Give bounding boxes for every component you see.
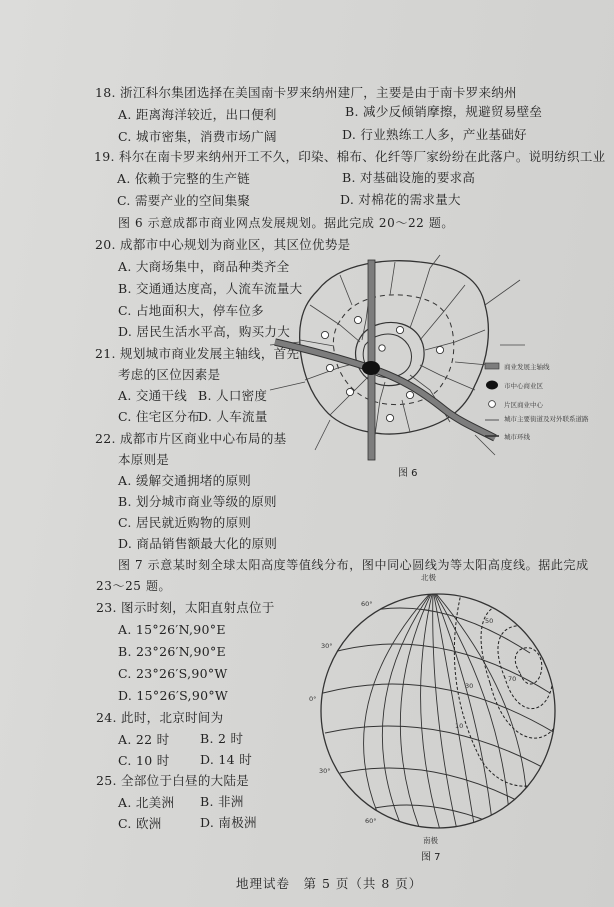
isoline-50-label: 50 [485,617,494,625]
q22-option-c: C. 居民就近购物的原则 [118,515,252,530]
q24-option-b: B. 2 时 [200,731,244,746]
q18-option-c: C. 城市密集，消费市场广阔 [118,129,277,144]
q20-stem: 20. 成都市中心规划为商业区，其区位优势是 [95,237,351,252]
q21-option-d: D. 人车流量 [198,409,268,424]
q19-option-a: A. 依赖于完整的生产链 [117,171,251,186]
city-center-commercial-area [362,361,380,375]
q19-option-c: C. 需要产业的空间集聚 [117,193,251,208]
q21-stem-line1: 21. 规划城市商业发展主轴线，首先 [95,346,300,361]
isoline-30-label: 30 [465,682,474,690]
lat-60s-label: 60° [365,817,377,825]
isoline-70-label: 70 [508,675,517,683]
legend-district-label: 片区商业中心 [504,401,543,409]
q25-option-b: B. 非洲 [200,794,244,809]
q25-option-d: D. 南极洲 [200,815,257,830]
q23-option-b: B. 23°26′N,90°E [118,644,226,659]
q24-option-d: D. 14 时 [200,752,253,767]
north-pole-label: 北极 [421,573,436,582]
figure7-intro-line1: 图 7 示意某时刻全球太阳高度等值线分布，图中同心圆线为等太阳高度线。据此完成 [118,558,589,572]
lat-30s-label: 30° [319,767,331,775]
q20-option-d: D. 居民生活水平高，购买力大 [118,324,291,339]
q19-option-d: D. 对棉花的需求量大 [340,192,461,207]
q24-option-c: C. 10 时 [118,753,170,768]
legend-axis-symbol [485,363,499,369]
q23-option-d: D. 15°26′S,90°W [118,688,229,703]
equator-label: 0° [309,695,317,703]
middle-ring-road [333,295,453,405]
q21-option-b: B. 人口密度 [198,388,268,403]
q22-option-b: B. 划分城市商业等级的原则 [118,494,277,509]
legend-axis-label: 商业发展主轴线 [504,363,550,371]
q20-option-c: C. 占地面积大，停车位多 [118,303,264,318]
figure7-solar-altitude-globe [305,568,570,866]
q24-option-a: A. 22 时 [118,732,170,747]
q25-stem: 25. 全部位于白昼的大陆是 [96,773,250,788]
q21-stem-line2: 考虑的区位因素是 [118,367,221,382]
q20-option-a: A. 大商场集中，商品种类齐全 [118,259,290,274]
lat-60n-label: 60° [361,600,373,608]
figure6-intro: 图 6 示意成都市商业网点发展规划。据此完成 20～22 题。 [118,216,455,230]
q23-option-c: C. 23°26′S,90°W [118,666,228,681]
q20-option-b: B. 交通通达度高，人流车流量大 [118,281,303,296]
outer-ring-road [300,261,489,434]
legend-center-symbol [486,381,498,390]
q19-option-b: B. 对基础设施的要求高 [342,170,476,185]
legend-center-label: 市中心商业区 [504,382,543,390]
figure6-chengdu-commercial-plan [270,250,589,480]
q19-stem: 19. 科尔在南卡罗来纳州开工不久，印染、棉布、化纤等厂家纷纷在此落户。说明纺织工业 [94,149,606,164]
figure7-caption: 图 7 [421,852,441,863]
q18-stem: 18. 浙江科尔集团选择在美国南卡罗来纳州建厂，主要是由于南卡罗来纳州 [95,85,517,100]
commercial-axis-ew [275,342,495,438]
q21-option-c: C. 住宅区分布 [118,409,200,424]
q21-option-a: A. 交通干线 [118,388,188,403]
south-pole-label: 南极 [423,836,438,845]
globe-labels [309,572,516,845]
q23-option-a: A. 15°26′N,90°E [118,622,226,637]
q25-option-c: C. 欧洲 [118,816,162,831]
q24-stem: 24. 此时，北京时间为 [96,710,224,725]
legend-ring-label: 城市环线 [504,433,530,441]
q18-option-a: A. 距离海洋较近，出口便利 [118,107,277,122]
page-footer: 地理试卷 第 5 页（共 8 页） [236,876,423,891]
q22-option-a: A. 缓解交通拥堵的原则 [118,473,252,488]
q22-stem-line1: 22. 成都市片区商业中心布局的基 [95,431,287,446]
q18-option-b: B. 减少反倾销摩擦，规避贸易壁垒 [345,104,543,119]
legend-district-symbol [489,401,496,408]
main-streets [270,255,525,455]
figure7-intro-line2: 23～25 题。 [96,579,172,593]
legend-street-label: 城市主要街道及对外联系道路 [504,415,589,423]
q18-option-d: D. 行业熟练工人多，产业基础好 [342,127,527,142]
figure6-caption: 图 6 [398,468,418,479]
q23-stem: 23. 图示时刻，太阳直射点位于 [96,600,275,615]
lat-30n-label: 30° [321,642,333,650]
q22-option-d: D. 商品销售额最大化的原则 [118,536,278,551]
q22-stem-line2: 本原则是 [118,452,170,467]
isoline-10-label: 10 [455,722,464,730]
q25-option-a: A. 北美洲 [118,795,175,810]
commercial-axis-ns [368,260,375,460]
